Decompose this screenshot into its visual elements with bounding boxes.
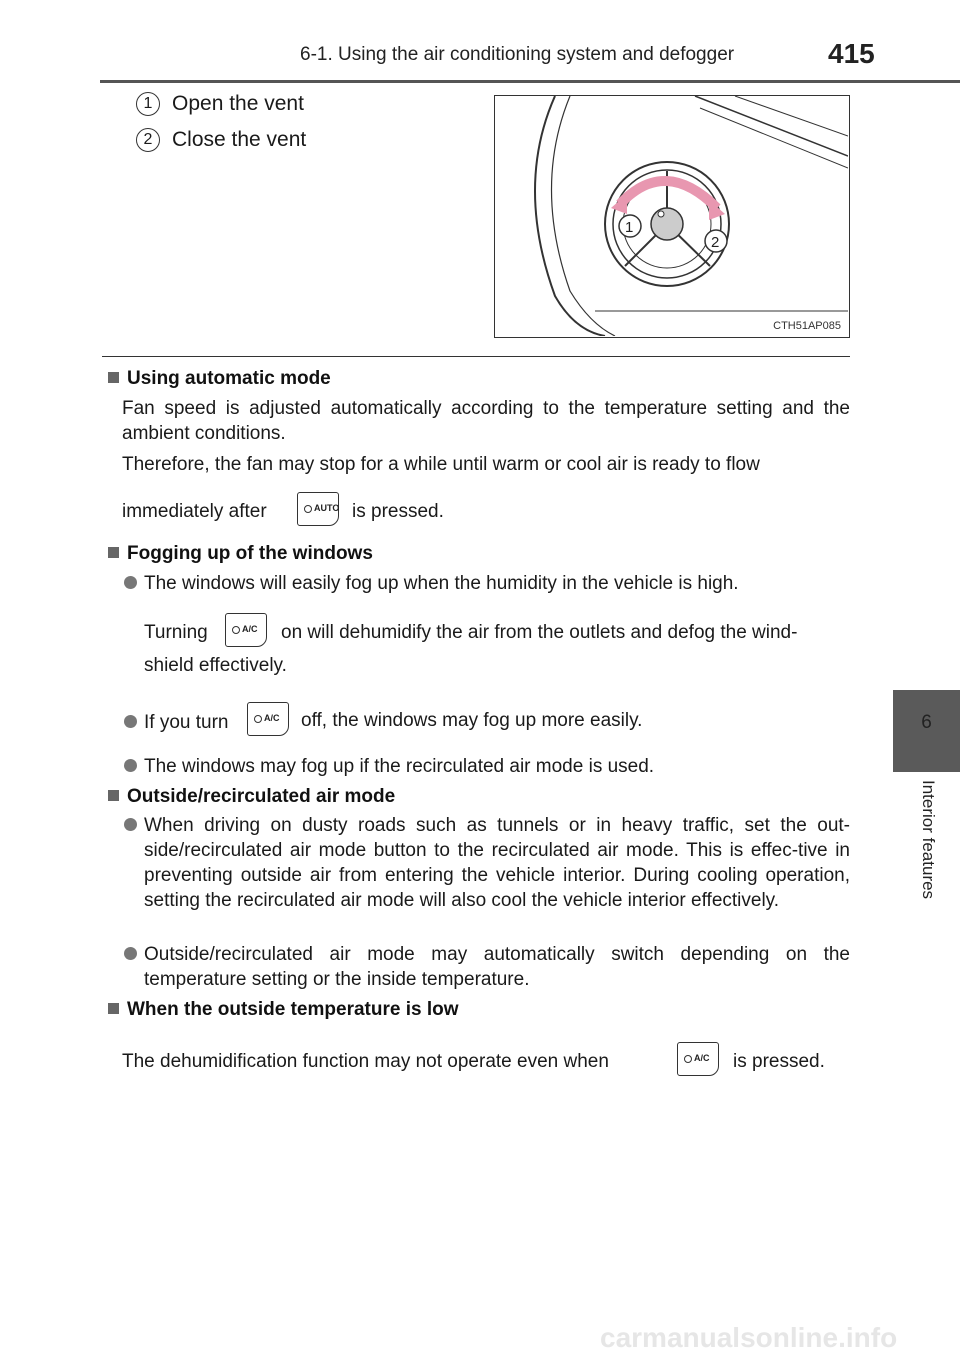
fogging-text: shield effectively. (144, 655, 287, 676)
auto-button-icon: AUTO (297, 492, 339, 526)
step-close-vent (136, 128, 306, 152)
heading-low-temperature: When the outside temperature is low (108, 999, 459, 1021)
heading-recirculated: Outside/recirculated air mode (108, 786, 395, 808)
fogging-text: Turning (144, 622, 208, 643)
step-text: Open the vent (172, 92, 304, 115)
step-open-vent (136, 92, 304, 116)
chapter-number: 6 (921, 712, 932, 733)
indicator-icon (304, 505, 312, 513)
ac-button-icon: A/C (247, 702, 289, 736)
callout-1: 1 (625, 219, 634, 236)
low-temp-text: The dehumidification function may not operate even when (122, 1051, 609, 1072)
running-header: 6-1. Using the air conditioning system and defogger (300, 44, 735, 65)
recirculated-bullet-2: Outside/recirculated air mode may automatically switch depending on the temperature setting or the inside temperature. (124, 942, 850, 992)
step-number: 2 (136, 128, 160, 152)
vent-illustration (494, 95, 850, 338)
round-bullet-icon (124, 715, 137, 728)
fogging-bullet-3: The windows may fog up if the recirculated air mode is used. (124, 754, 850, 779)
ac-button-icon: A/C (225, 613, 267, 647)
ac-button-icon: A/C (677, 1042, 719, 1076)
indicator-icon (254, 715, 262, 723)
heading-fogging: Fogging up of the windows (108, 543, 373, 565)
step-number: 1 (136, 92, 160, 116)
low-temp-text-end: is pressed. (733, 1051, 825, 1072)
fogging-bullet-2: If you turn (124, 710, 850, 735)
vent-drawing (495, 96, 848, 336)
fogging-text: on will dehumidify the air from the outlets and defog the wind- (281, 622, 798, 643)
fogging-text: off, the windows may fog up more easily. (301, 710, 643, 731)
auto-mode-text-end: is pressed. (352, 501, 444, 522)
round-bullet-icon (124, 947, 137, 960)
step-text: Close the vent (172, 128, 307, 151)
auto-mode-paragraph-2: Therefore, the fan may stop for a while until warm or cool air is ready to flow (122, 454, 760, 475)
page-number: 415 (828, 38, 875, 69)
auto-mode-text: immediately after (122, 501, 267, 522)
watermark: carmanualsonline.info (600, 1322, 898, 1353)
recirculated-bullet-1: When driving on dusty roads such as tunnels or in heavy traffic, set the out-side/recirculated air mode button to the recirculated air mode. This is effec-tive in preventing outside air from entering the vehicle interior. During cooling operation, setting the recirculated air mode will also cool the vehicle interior effectively. (124, 813, 850, 913)
square-bullet-icon (108, 790, 119, 801)
chapter-label: Interior features (919, 780, 938, 900)
header-rule (100, 80, 960, 83)
round-bullet-icon (124, 818, 137, 831)
indicator-icon (684, 1055, 692, 1063)
auto-mode-paragraph-1: Fan speed is adjusted automatically according to the temperature setting and the ambient conditions. (122, 398, 850, 444)
callout-2: 2 (711, 234, 720, 251)
heading-automatic-mode: Using automatic mode (108, 368, 331, 390)
square-bullet-icon (108, 372, 119, 383)
section-divider (102, 356, 850, 357)
square-bullet-icon (108, 1003, 119, 1014)
square-bullet-icon (108, 547, 119, 558)
figure-code: CTH51AP085 (773, 320, 841, 332)
indicator-icon (232, 626, 240, 634)
fogging-bullet-1: The windows will easily fog up when the humidity in the vehicle is high. (124, 571, 850, 596)
round-bullet-icon (124, 576, 137, 589)
round-bullet-icon (124, 759, 137, 772)
